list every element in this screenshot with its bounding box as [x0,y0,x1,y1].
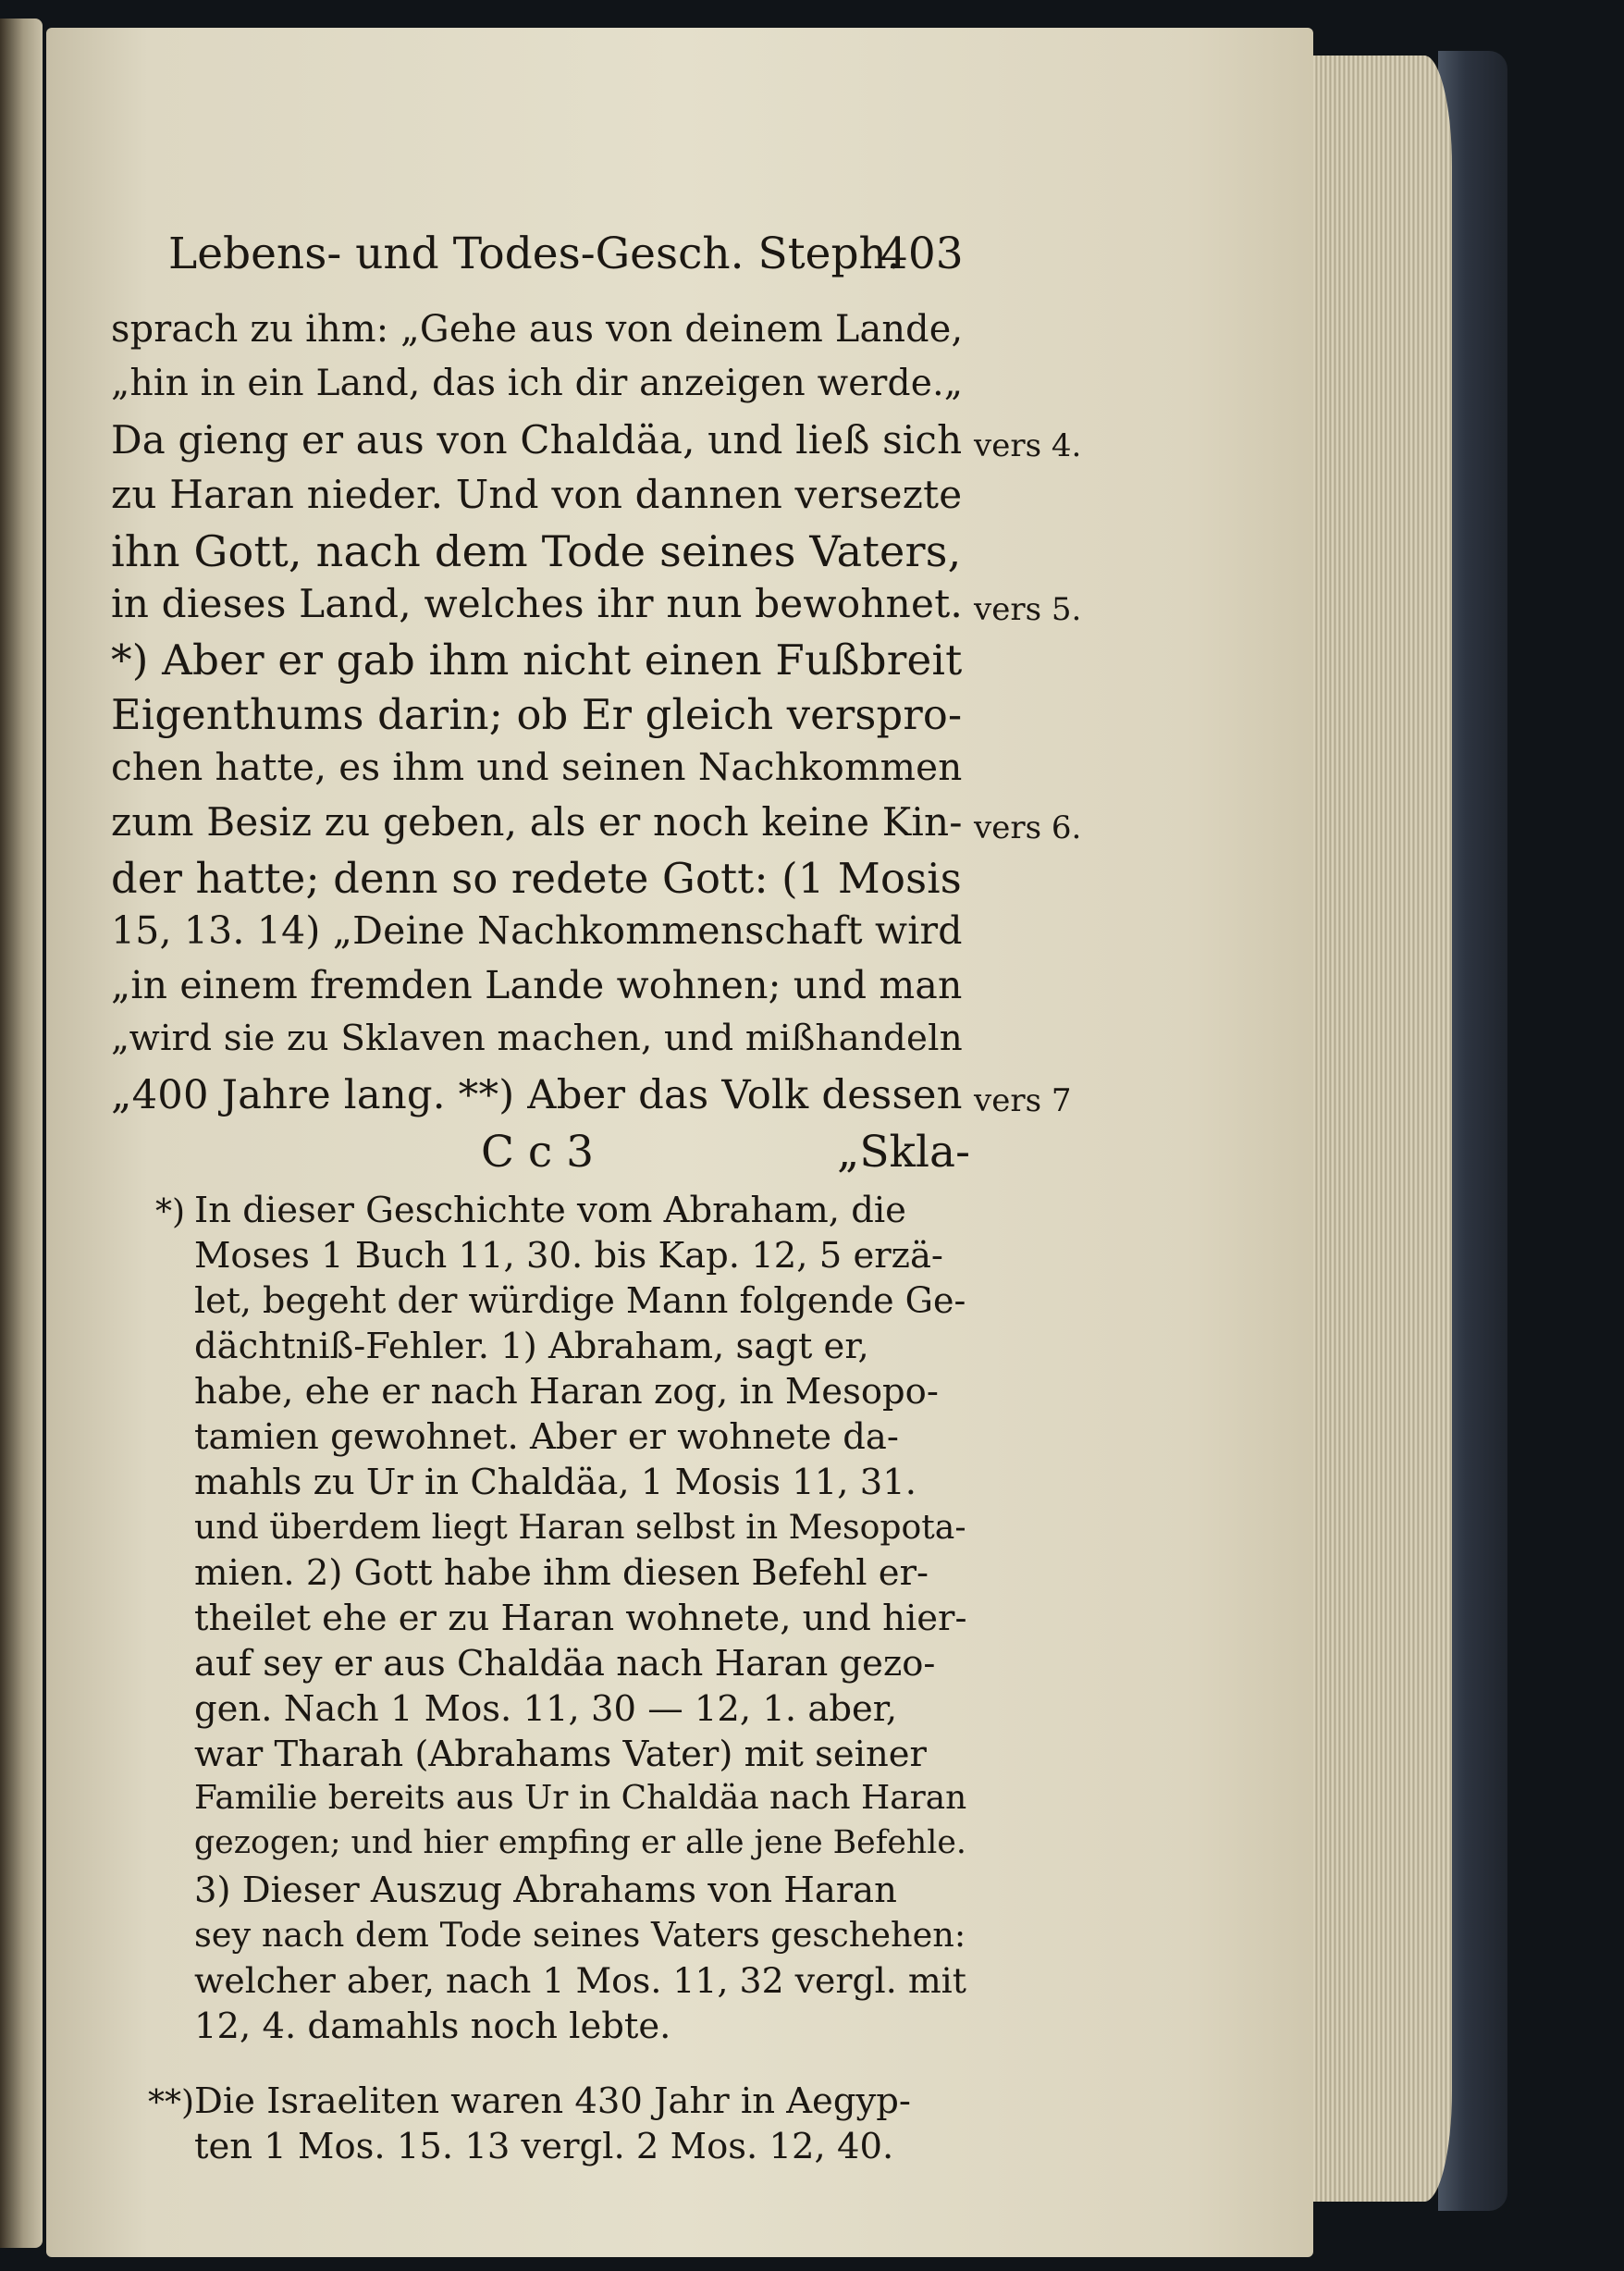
footnote-line: mien. 2) Gott habe ihm diesen Befehl er- [194,1552,929,1594]
footnote-line: theilet ehe er zu Haran wohnete, und hier- [194,1598,967,1639]
text-line: in dieses Land, welches ihr nun bewohnet. [111,581,963,626]
running-header [168,228,964,279]
running-title: Lebens- und Todes-Gesch. Steph. [168,228,901,279]
text-line: „wird sie zu Sklaven machen, und mißhandeln [111,1018,963,1059]
footnote-marker: *) [155,1193,186,1231]
footnote-line: Moses 1 Buch 11, 30. bis Kap. 12, 5 erzä- [194,1235,943,1277]
text-line: zum Besiz zu geben, als er noch keine Kin- [111,799,963,845]
text-line: zu Haran nieder. Und von dannen versezte [111,472,963,517]
text-line: der hatte; denn so redete Gott: (1 Mosis [111,854,962,903]
text-line: „400 Jahre lang. **) Aber das Volk dessen [111,1072,963,1118]
margin-verse-ref: vers 5. [974,591,1082,628]
footnote-line: tamien gewohnet. Aber er wohnete da- [194,1416,899,1458]
footnote-line: sey nach dem Tode seines Vaters geschehen: [194,1915,966,1955]
footnote-line: let, begeht der würdige Mann folgende Ge- [194,1280,966,1321]
footnote-line: mahls zu Ur in Chaldäa, 1 Mosis 11, 31. [194,1462,917,1503]
footnote-line: welcher aber, nach 1 Mos. 11, 32 vergl. mit [194,1960,966,2001]
text-line: 15, 13. 14) „Deine Nachkommenschaft wird [111,908,963,953]
footnote-line: ten 1 Mos. 15. 13 vergl. 2 Mos. 12, 40. [194,2126,894,2167]
footnote-line: Familie bereits aus Ur in Chaldäa nach Haran [194,1779,967,1817]
signature-mark: C c 3 [481,1127,595,1178]
footnote-line: war Tharah (Abrahams Vater) mit seiner [194,1734,927,1775]
margin-verse-ref: vers 6. [974,809,1082,846]
text-line: *) Aber er gab ihm nicht einen Fußbreit [111,636,963,685]
text-line: Eigenthums darin; ob Er gleich verspro- [111,690,963,739]
footnote-marker: **) [148,2084,195,2122]
margin-verse-ref: vers 7 [974,1082,1072,1119]
footnote-line: 3) Dieser Auszug Abrahams von Haran [194,1870,897,1911]
margin-verse-ref: vers 4. [974,427,1082,464]
previous-page-edge [0,19,43,2248]
text-line: „in einem fremden Lande wohnen; und man [111,963,963,1007]
footnote-line: In dieser Geschichte vom Abraham, die [194,1190,906,1231]
text-line: „hin in ein Land, das ich dir anzeigen werde.„ [111,363,964,404]
footnote-line: 12, 4. damahls noch lebte. [194,2006,671,2047]
page-number: 403 [880,228,964,279]
text-line: chen hatte, es ihm und seinen Nachkommen [111,745,963,789]
footnote-line: habe, ehe er nach Haran zog, in Mesopo- [194,1371,939,1413]
footnote-line: auf sey er aus Chaldäa nach Haran gezo- [194,1643,936,1685]
footnote-line: Die Israeliten waren 430 Jahr in Aegyp- [194,2080,911,2122]
footnote-line: und überdem liegt Haran selbst in Mesopota- [194,1507,966,1547]
catchword: „Skla- [837,1127,970,1178]
text-line: ihn Gott, nach dem Tode seines Vaters, [111,526,962,576]
footnote-line: gen. Nach 1 Mos. 11, 30 — 12, 1. aber, [194,1688,898,1730]
footnote-line: dächtniß-Fehler. 1) Abraham, sagt er, [194,1326,869,1367]
text-line: sprach zu ihm: „Gehe aus von deinem Lande, [111,308,964,351]
footnote-line: gezogen; und hier empfing er alle jene Befehle. [194,1824,966,1861]
text-line: Da gieng er aus von Chaldäa, und ließ sich [111,417,963,463]
page-block-edges [1299,56,1452,2202]
